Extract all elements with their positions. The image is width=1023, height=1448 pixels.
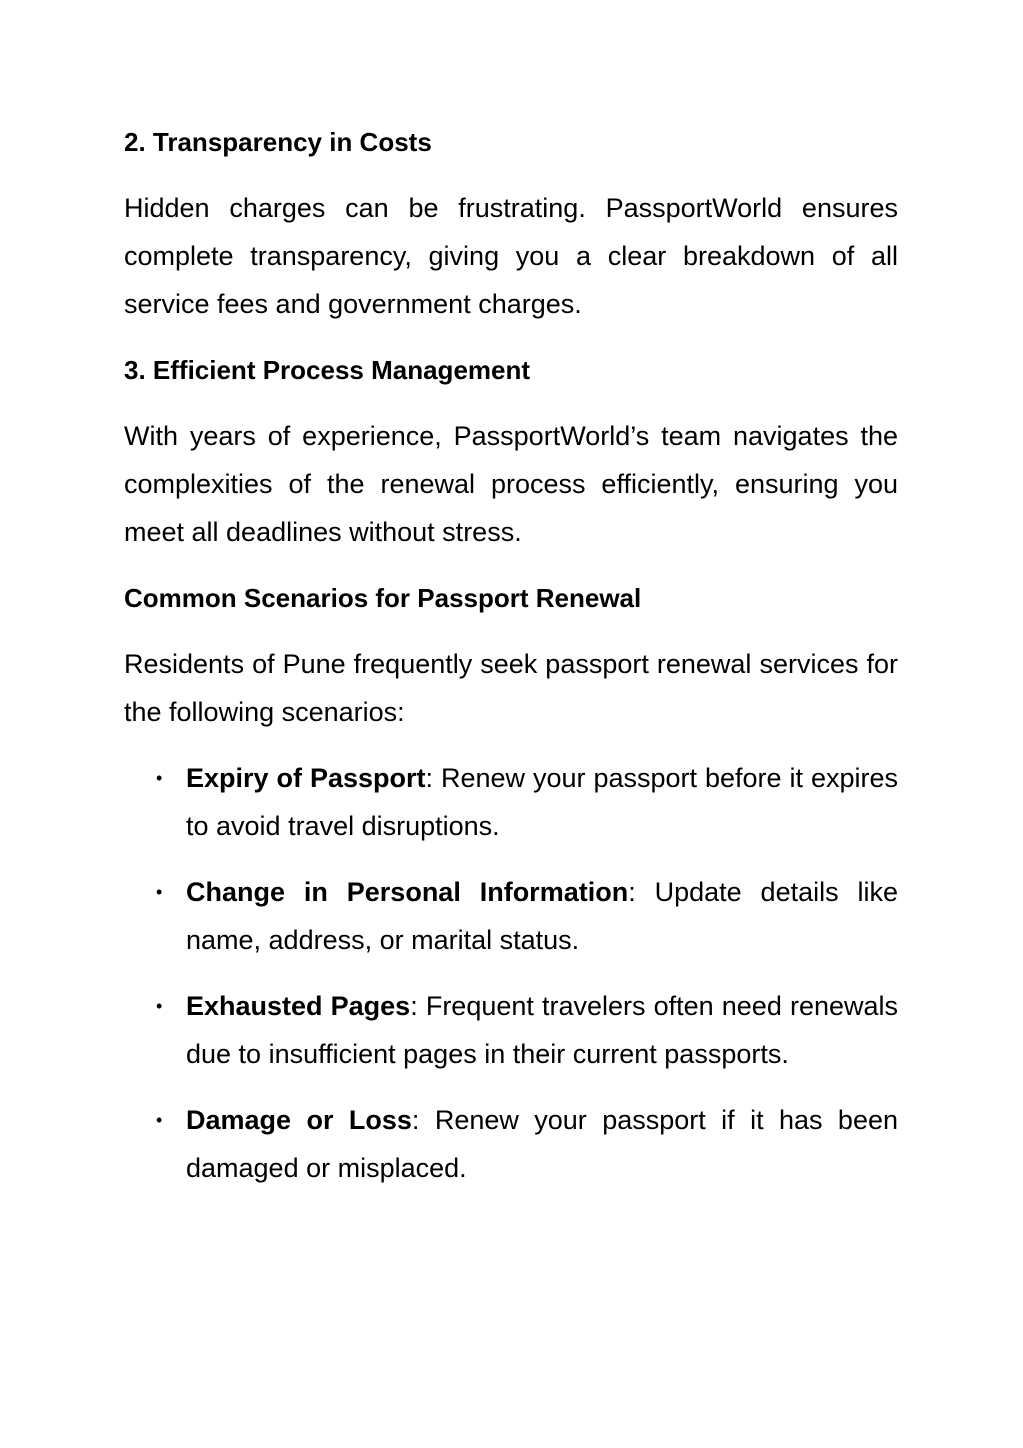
section-heading-transparency: 2. Transparency in Costs <box>124 127 432 157</box>
list-item <box>124 754 898 850</box>
bullet-icon: • <box>156 1110 163 1130</box>
bullet-icon: • <box>156 996 163 1016</box>
section-heading-common-scenarios: Common Scenarios for Passport Renewal <box>124 583 642 613</box>
section-heading-process-management: 3. Efficient Process Management <box>124 355 531 385</box>
scenario-list <box>124 754 898 1192</box>
section-body-transparency: Hidden charges can be frustrating. PassportWorld ensures complete transparency, giving you a clear breakdown of all service fees and government charges. <box>124 193 898 319</box>
scenario-term: Damage or Loss <box>186 1105 412 1135</box>
scenario-text: Frequent travelers often need renewals due to insufficient pages in their current passports. <box>186 991 898 1069</box>
list-item <box>124 982 898 1078</box>
section-body-process-management: With years of experience, PassportWorld’s team navigates the complexities of the renewal process efficiently, ensuring you meet all deadlines without stress. <box>124 421 898 547</box>
scenario-separator: : <box>628 877 636 907</box>
document-page <box>124 118 898 1210</box>
scenario-separator: : <box>410 991 418 1021</box>
scenario-text: Renew your passport before it expires to avoid travel disruptions. <box>186 763 898 841</box>
scenario-text: Update details like name, address, or marital status. <box>186 877 898 955</box>
scenario-term: Exhausted Pages <box>186 991 411 1021</box>
bullet-icon: • <box>156 768 163 788</box>
scenario-term: Expiry of Passport <box>186 763 426 793</box>
scenario-text: Renew your passport if it has been damaged or misplaced. <box>186 1105 898 1183</box>
scenario-separator: : <box>411 1105 420 1135</box>
bullet-icon: • <box>156 882 163 902</box>
scenario-separator: : <box>425 763 434 793</box>
section-body-common-scenarios: Residents of Pune frequently seek passport renewal services for the following scenarios: <box>124 649 898 727</box>
list-item <box>124 868 898 964</box>
scenario-term: Change in Personal Information <box>186 877 629 907</box>
list-item <box>124 1096 898 1192</box>
